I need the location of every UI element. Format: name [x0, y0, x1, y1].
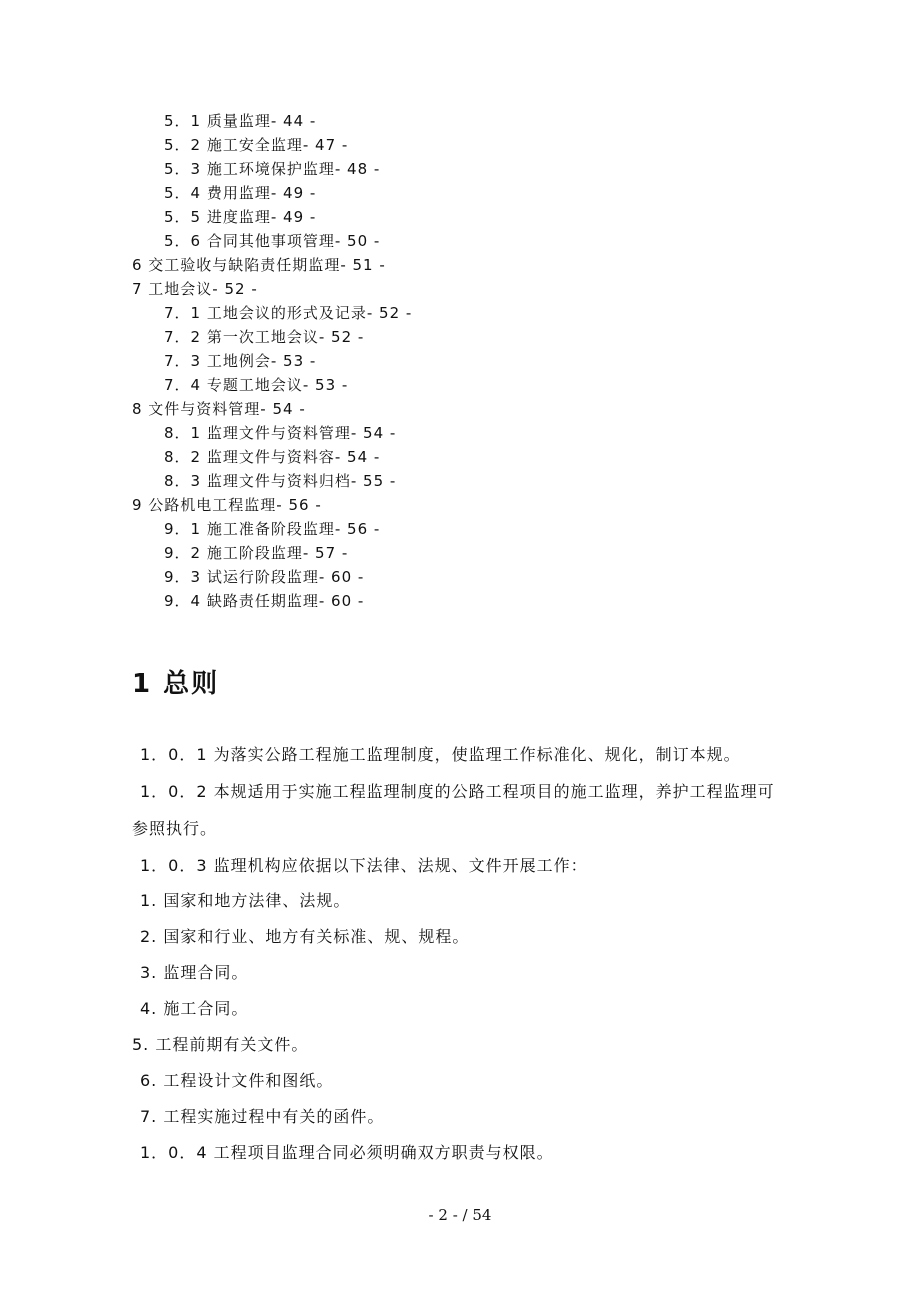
toc-entry[interactable]: 5．3 施工环境保护监理- 48 -: [164, 160, 381, 178]
toc-entry[interactable]: 5．5 进度监理- 49 -: [164, 208, 317, 226]
toc-entry[interactable]: 5．6 合同其他事项管理- 50 -: [164, 232, 381, 250]
toc-entry[interactable]: 8．2 监理文件与资料容- 54 -: [164, 448, 381, 466]
toc-entry[interactable]: 9．4 缺路责任期监理- 60 -: [164, 592, 365, 610]
toc-entry[interactable]: 7．4 专题工地会议- 53 -: [164, 376, 349, 394]
toc-entry[interactable]: 8．1 监理文件与资料管理- 54 -: [164, 424, 397, 442]
toc-entry[interactable]: 9．2 施工阶段监理- 57 -: [164, 544, 349, 562]
toc-entry[interactable]: 9．1 施工准备阶段监理- 56 -: [164, 520, 381, 538]
paragraph: 参照执行。: [132, 819, 218, 838]
toc-entry[interactable]: 9 公路机电工程监理- 56 -: [132, 496, 322, 514]
paragraph: 1．0．3 监理机构应依据以下法律、法规、文件开展工作：: [140, 856, 588, 875]
paragraph: 1．0．1 为落实公路工程施工监理制度，使监理工作标准化、规化，制订本规。: [140, 745, 741, 764]
list-item: 6. 工程设计文件和图纸。: [140, 1071, 334, 1090]
toc-entry[interactable]: 7．2 第一次工地会议- 52 -: [164, 328, 365, 346]
toc-entry[interactable]: 9．3 试运行阶段监理- 60 -: [164, 568, 365, 586]
toc-entry[interactable]: 7．3 工地例会- 53 -: [164, 352, 317, 370]
toc-entry[interactable]: 7 工地会议- 52 -: [132, 280, 258, 298]
toc-entry[interactable]: 8．3 监理文件与资料归档- 55 -: [164, 472, 397, 490]
list-item: 7. 工程实施过程中有关的函件。: [140, 1107, 385, 1126]
list-item: 1. 国家和地方法律、法规。: [140, 891, 351, 910]
list-item: 3. 监理合同。: [140, 963, 249, 982]
section-heading: 1 总则: [132, 669, 220, 699]
toc-entry[interactable]: 5．2 施工安全监理- 47 -: [164, 136, 349, 154]
page-number-footer: - 2 - / 54: [428, 1206, 492, 1224]
list-item: 2. 国家和行业、地方有关标准、规、规程。: [140, 927, 470, 946]
list-item: 5. 工程前期有关文件。: [132, 1035, 309, 1054]
toc-entry[interactable]: 7．1 工地会议的形式及记录- 52 -: [164, 304, 413, 322]
toc-entry[interactable]: 8 文件与资料管理- 54 -: [132, 400, 306, 418]
paragraph: 1．0．4 工程项目监理合同必须明确双方职责与权限。: [140, 1143, 554, 1162]
toc-entry[interactable]: 5．1 质量监理- 44 -: [164, 112, 317, 130]
paragraph: 1．0．2 本规适用于实施工程监理制度的公路工程项目的施工监理，养护工程监理可: [140, 782, 775, 801]
list-item: 4. 施工合同。: [140, 999, 249, 1018]
toc-entry[interactable]: 6 交工验收与缺陷责任期监理- 51 -: [132, 256, 386, 274]
toc-entry[interactable]: 5．4 费用监理- 49 -: [164, 184, 317, 202]
